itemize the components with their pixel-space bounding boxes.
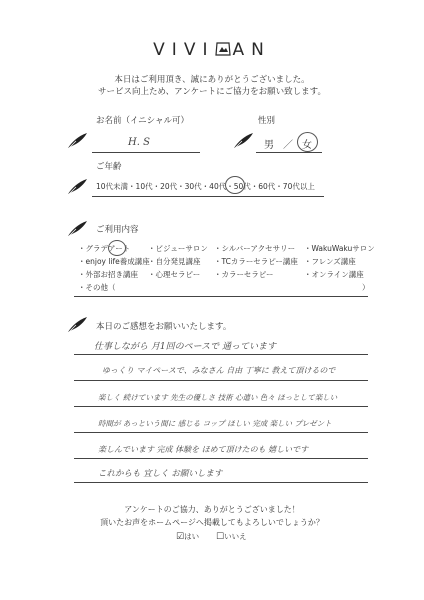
name-value[interactable]: H. S bbox=[128, 137, 150, 148]
logo-text-left: VIVI bbox=[153, 40, 215, 60]
impression-rule bbox=[74, 458, 368, 459]
age-underline bbox=[92, 196, 324, 197]
gender-underline bbox=[256, 152, 322, 153]
consent-yes-label: はい bbox=[184, 532, 200, 541]
service-option[interactable]: ・カラーセラピー bbox=[214, 270, 274, 279]
feather-quill-icon bbox=[232, 132, 254, 150]
age-label: ご年齢 bbox=[96, 162, 122, 172]
impression-line[interactable]: これからも 宜しく お願いします bbox=[98, 469, 223, 479]
intro-line-1: 本日はご利用頂き、誠にありがとうございました。 bbox=[114, 75, 310, 85]
service-other-close: ） bbox=[362, 283, 370, 292]
impression-line[interactable]: ゆっくり マイペースで、みなさん 自由 丁寧に 教えて頂けるので bbox=[102, 366, 336, 375]
service-option[interactable]: ・enjoy life養成講座 bbox=[78, 257, 150, 266]
feather-quill-icon bbox=[66, 220, 88, 238]
intro-line-2: サービス向上ため、アンケートにご協力をお願い致します。 bbox=[98, 87, 326, 97]
service-option[interactable]: ・TCカラーセラピー講座 bbox=[214, 257, 298, 266]
service-option[interactable]: ・オンライン講座 bbox=[304, 270, 364, 279]
service-option[interactable]: ・フレンズ講座 bbox=[304, 257, 356, 266]
service-option[interactable]: ・自分発見講座 bbox=[148, 257, 201, 266]
consent-yes[interactable] bbox=[176, 531, 199, 542]
footer-thanks: アンケートのご協力、ありがとうございました！ bbox=[124, 505, 300, 514]
gender-male[interactable]: 男 bbox=[264, 140, 274, 151]
service-option[interactable]: ・外部お招き講座 bbox=[78, 270, 138, 279]
feather-quill-icon bbox=[66, 178, 88, 196]
footer-question: 頂いたお声をホームページへ掲載してもよろしいでしょうか？ bbox=[100, 518, 324, 527]
services-underline bbox=[74, 296, 368, 297]
age-selected-circle bbox=[225, 176, 245, 194]
impression-line[interactable]: 時間が あっという間に 感じる コップ ほしい 完成 楽しい プレゼント bbox=[98, 419, 332, 428]
service-option[interactable]: ・心理セラピー bbox=[148, 270, 201, 279]
feather-quill-icon bbox=[66, 132, 88, 150]
age-options[interactable]: 10代未満・10代・20代・30代・40代・50代・60代・70代以上 bbox=[96, 182, 315, 191]
logo bbox=[0, 40, 424, 60]
gender-separator: ／ bbox=[283, 140, 293, 151]
service-option[interactable]: ・シルバーアクセサリー bbox=[214, 244, 296, 253]
service-selected-circle bbox=[108, 240, 126, 256]
checked-box-icon: ☑ bbox=[176, 532, 185, 542]
impression-line[interactable]: 楽しく 続けています 先生の優しさ 技術 心遣い 色々 ほっとして楽しい bbox=[98, 393, 338, 402]
impression-rule bbox=[74, 380, 368, 381]
impression-rule bbox=[74, 406, 368, 407]
empty-box-icon: ☐ bbox=[216, 532, 225, 542]
name-label: お名前（イニシャル可） bbox=[96, 116, 189, 126]
services-label: ご利用内容 bbox=[96, 225, 139, 235]
logo-mark-icon bbox=[215, 42, 231, 56]
consent-no[interactable] bbox=[216, 531, 247, 542]
impression-rule bbox=[74, 432, 368, 433]
service-option[interactable]: ・グラデアート bbox=[78, 244, 131, 253]
impression-rule bbox=[74, 482, 368, 483]
logo-text-right: AN bbox=[232, 40, 271, 60]
consent-no-label: いいえ bbox=[224, 532, 247, 541]
gender-female[interactable]: 女 bbox=[302, 140, 312, 151]
impression-rule bbox=[74, 354, 368, 355]
name-underline bbox=[92, 152, 200, 153]
impression-line[interactable]: 楽しんでいます 完成 体験を ほめて頂けたのも 嬉しいです bbox=[98, 445, 309, 454]
service-option[interactable]: ・ビジューサロン bbox=[148, 244, 208, 253]
impressions-label: 本日のご感想をお願いいたします。 bbox=[96, 322, 232, 332]
service-option[interactable]: ・WakuWakuサロン bbox=[304, 244, 375, 253]
gender-label: 性別 bbox=[258, 116, 276, 126]
feather-quill-icon bbox=[66, 316, 88, 334]
impression-line[interactable]: 仕事しながら 月1回のペースで 通っています bbox=[94, 342, 276, 352]
service-other-label[interactable]: ・その他（ bbox=[78, 283, 116, 292]
gender-selected-circle bbox=[297, 132, 318, 152]
